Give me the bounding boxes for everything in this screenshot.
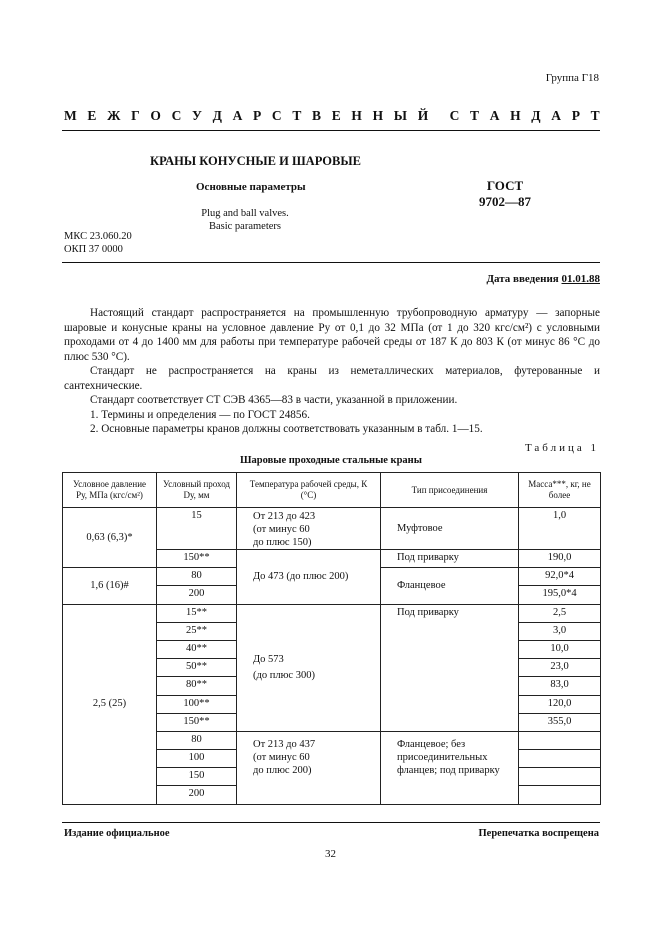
diameter-cell: 150 [157,768,237,786]
connection-line: Фланцевое; без [397,738,466,750]
connection-cell [381,731,519,804]
classification-codes [64,231,132,256]
heading-letter: С [271,108,282,123]
temp-line: (от минус 60 [253,751,310,763]
introduction-date [486,273,600,285]
diameter-cell: 150** [157,550,237,568]
footer-official-edition: Издание официальное [64,828,170,839]
parameters-table [62,472,601,805]
heading-letter: Р [571,108,580,123]
paragraph-scope: Настоящий стандарт распространяется на промышленную трубопроводную арматуру — запорные шаровые и конусные краны на условное давление Pу от 0,1 до 32 МПа (от 1 до 320 кгс/см²) с условными проходами от 4 до 1400 мм для работы при температуре рабочей среды от 187 К до 803 К (от минус 86 °С до плюс 530 °С). [64,307,600,363]
paragraph-exclusions: Стандарт не распространяется на краны из неметаллических материалов, футерованные и сантехнические. [64,365,600,392]
temp-line: До 573 [253,653,284,665]
diameter-cell: 200 [157,586,237,604]
footer-reprint-notice: Перепечатка воспрещена [478,828,599,839]
english-title-line1: Plug and ball valves. [201,208,289,219]
header-temperature: Температура рабочей среды, К (°С) [237,473,381,508]
mass-cell [519,786,601,804]
diameter-cell: 80** [157,677,237,695]
connection-cell: Муфтовое [381,508,519,550]
heading-letter: Т [590,108,600,123]
date-rule [62,262,600,263]
mass-cell: 3,0 [519,622,601,640]
body-text [64,306,600,437]
mass-cell: 2,5 [519,604,601,622]
group-label: Группа Г18 [545,72,599,84]
table-label: Таблица 1 [524,442,599,454]
heading-letter: Т [470,108,480,123]
header-diameter: Условный проход Dу, мм [157,473,237,508]
heading-letter: А [551,108,562,123]
mass-cell [519,768,601,786]
gost-number: 9702—87 [479,194,531,209]
heading-letter: Ы [393,108,408,123]
connection-cell: Под приварку [381,550,519,568]
diameter-cell: 15 [157,508,237,550]
english-title [200,207,290,233]
header-mass: Масса***, кг, не более [519,473,601,508]
temperature-cell [237,604,381,731]
mass-cell: 120,0 [519,695,601,713]
paragraph-terms: 1. Термины и определения — по ГОСТ 24856. [90,408,310,421]
heading-letter: С [171,108,182,123]
temp-line: От 213 до 437 [253,738,316,750]
table-caption: Шаровые проходные стальные краны [240,455,422,466]
connection-cell: Фланцевое [381,568,519,604]
page-number: 32 [325,848,336,860]
diameter-cell: 80 [157,568,237,586]
table-row [63,604,601,622]
mass-cell: 92,0*4 [519,568,601,586]
heading-letter: Ж [107,108,121,123]
connection-cell: Под приварку [381,604,519,731]
pressure-cell: 2,5 (25) [63,604,157,804]
mass-cell: 190,0 [519,550,601,568]
heading-letter: Е [331,108,341,123]
temp-line: до плюс 200) [253,764,312,776]
diameter-cell: 40** [157,640,237,658]
temperature-cell [237,508,381,550]
heading-letter: А [232,108,243,123]
header-rule [62,130,600,131]
diameter-cell: 50** [157,659,237,677]
footer-rule [62,822,600,823]
connection-line: фланцев; под приварку [397,764,500,776]
standard-heading [64,108,600,124]
date-value: 01.01.88 [561,273,600,285]
document-title: КРАНЫ КОНУСНЫЕ И ШАРОВЫЕ [150,154,361,168]
table-header-row [63,473,601,508]
diameter-cell: 200 [157,786,237,804]
heading-letter: Н [351,108,362,123]
diameter-cell: 100 [157,750,237,768]
heading-letter: О [150,108,161,123]
english-title-line2: Basic parameters [208,221,281,232]
pressure-cell: 1,6 (16)# [63,568,157,604]
temp-line: От 213 до 423 [253,511,316,522]
mass-cell [519,750,601,768]
date-label: Дата введения [486,273,559,285]
gost-designation [470,178,540,210]
heading-letter: У [192,108,202,123]
diameter-cell: 100** [157,695,237,713]
heading-letter: Й [417,108,429,123]
heading-letter: Г [131,108,140,123]
heading-letter: Д [212,108,222,123]
mass-cell: 83,0 [519,677,601,695]
mass-cell: 355,0 [519,713,601,731]
okp-code: ОКП 37 0000 [64,243,123,255]
header-pressure: Условное давление Pу, МПа (кгс/см²) [63,473,157,508]
mks-code: МКС 23.060.20 [64,231,132,242]
mass-cell [519,731,601,749]
temp-line: до плюс 150) [253,537,312,548]
pressure-cell: 0,63 (6,3)* [63,508,157,568]
temp-line: (от минус 60 [253,524,310,535]
mass-cell: 10,0 [519,640,601,658]
temperature-cell [237,731,381,804]
heading-letter: В [312,108,322,123]
heading-letter: Н [372,108,384,123]
diameter-cell: 80 [157,731,237,749]
temp-line: (до плюс 300) [253,669,315,681]
heading-letter: Е [87,108,97,123]
paragraph-parameters: 2. Основные параметры кранов должны соответствовать указанным в табл. 1—15. [90,423,483,435]
mass-cell: 1,0 [519,508,601,550]
heading-letter: Н [510,108,521,123]
gost-label: ГОСТ [486,178,524,193]
heading-letter: М [64,108,77,123]
diameter-cell: 15** [157,604,237,622]
heading-letter: Р [253,108,262,123]
heading-letter: Д [531,108,541,123]
heading-letter: А [489,108,500,123]
diameter-cell: 150** [157,713,237,731]
heading-letter: Т [292,108,302,123]
header-connection: Тип присоединения [381,473,519,508]
heading-letter: С [449,108,460,123]
temperature-cell: До 473 (до плюс 200) [237,550,381,605]
document-subtitle: Основные параметры [196,181,306,193]
mass-cell: 195,0*4 [519,586,601,604]
mass-cell: 23,0 [519,659,601,677]
connection-line: присоединительных [397,751,488,763]
paragraph-compliance: Стандарт соответствует СТ СЭВ 4365—83 в части, указанной в приложении. [90,394,458,406]
diameter-cell: 25** [157,622,237,640]
table-row [63,508,601,550]
